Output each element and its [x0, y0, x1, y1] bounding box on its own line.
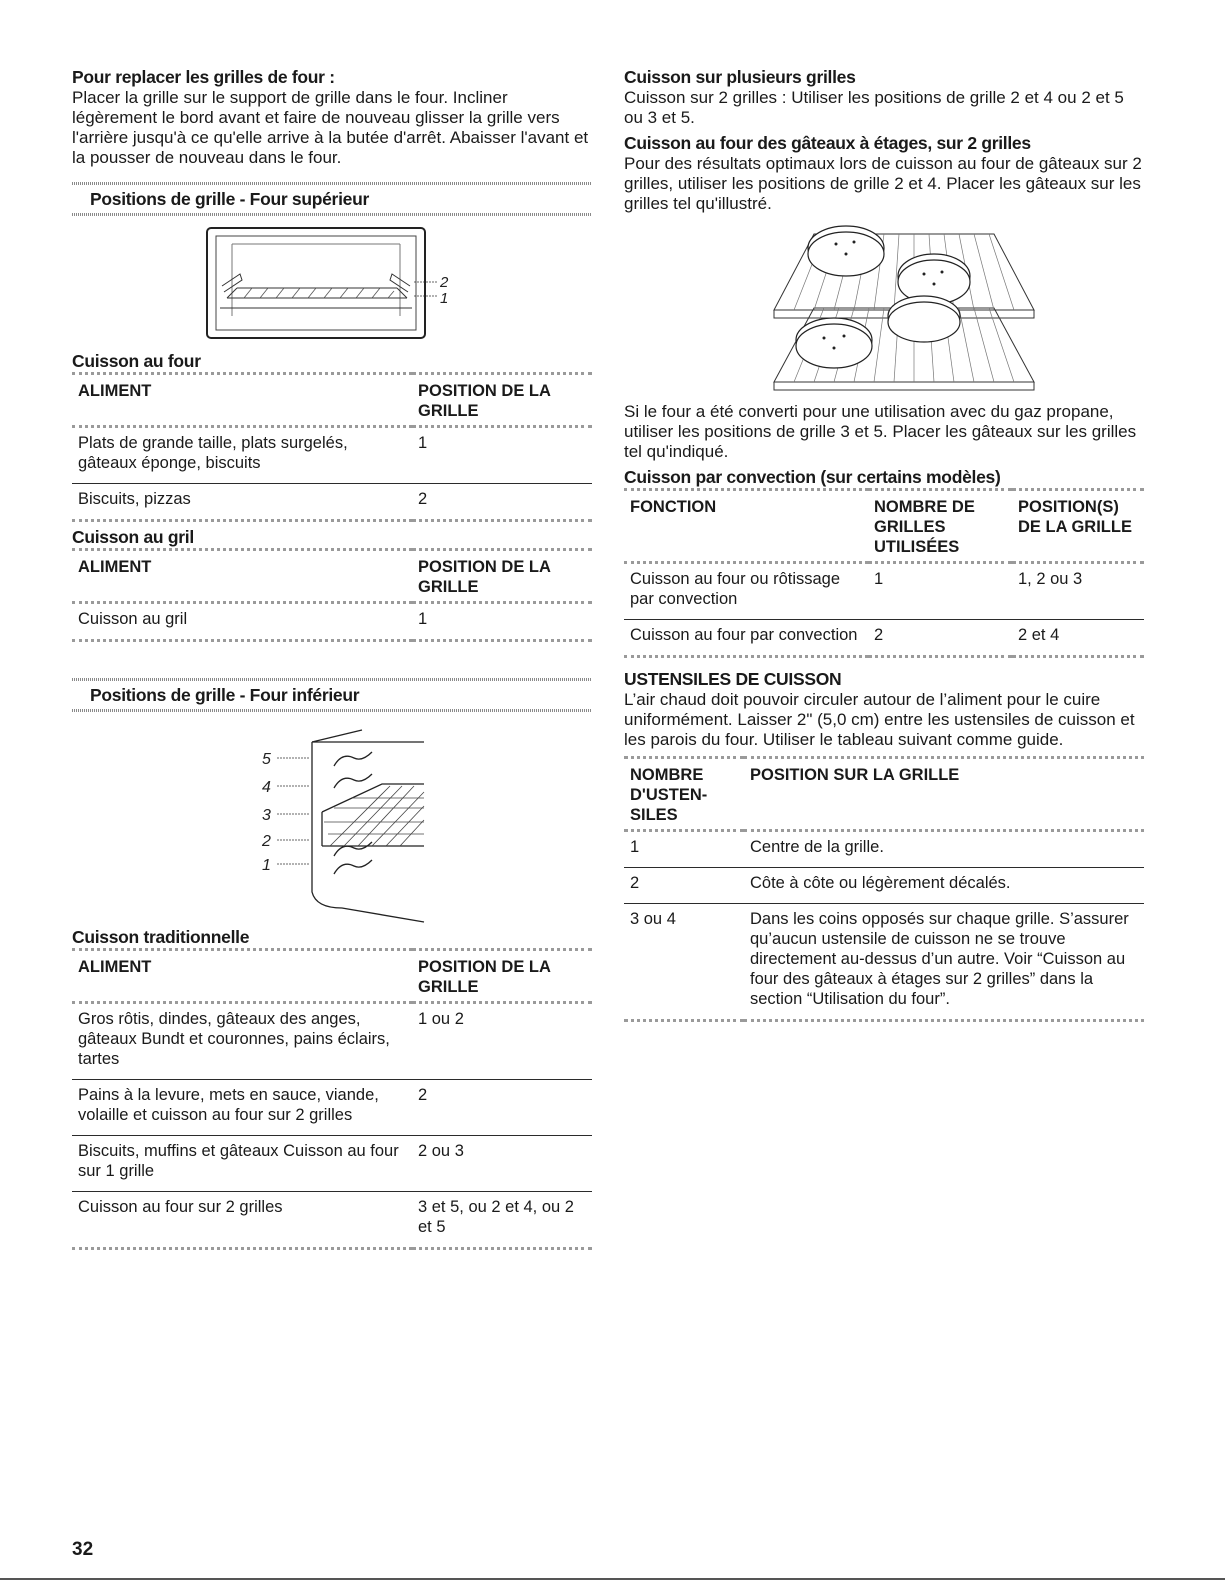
table-cell: Cuisson au four par convection: [624, 620, 868, 657]
table-header-row: [624, 758, 1144, 831]
utensils-heading: USTENSILES DE CUISSON: [624, 669, 842, 689]
right-column: [624, 66, 1144, 1022]
table-cell: Dans les coins opposés sur chaque grille. S’assurer qu’aucun ustensile de cuisson ne se trouve directement au-dessus d’un autre. Voir “Cuisson au four des gâteaux à étages sur 2 grilles” dans la section “Utilisation du four”.: [744, 904, 1144, 1021]
table-cell: 2 ou 3: [412, 1136, 592, 1192]
table-cell: Cuisson au four sur 2 grilles: [72, 1192, 412, 1249]
column-header: ALIMENT: [78, 558, 152, 576]
broil-heading: Cuisson au gril: [72, 527, 194, 547]
table-row: [72, 1080, 592, 1136]
multi-rack-heading: Cuisson sur plusieurs grilles: [624, 67, 856, 87]
table-row: [72, 1136, 592, 1192]
lower-rack-label-5: 5: [262, 751, 271, 768]
upper-oven-diagram: [72, 216, 592, 350]
convection-table: [624, 488, 1144, 658]
table-row: [624, 620, 1144, 657]
table-header-row: [72, 374, 592, 427]
lower-oven-diagram: [72, 712, 592, 926]
bake-table: [72, 372, 592, 522]
bake-heading: Cuisson au four: [72, 351, 201, 371]
table-row: [72, 603, 592, 641]
traditional-heading: Cuisson traditionnelle: [72, 927, 250, 947]
column-header: NOMBRE DE GRILLES UTILISÉES: [874, 498, 975, 556]
column-header: POSITION DE LA GRILLE: [418, 958, 551, 996]
lower-rack-label-1: 1: [262, 857, 271, 874]
lower-rack-label-3: 3: [262, 807, 271, 824]
table-row: [624, 904, 1144, 1021]
column-header: NOMBRE D'USTEN- SILES: [630, 766, 708, 824]
table-row: [624, 831, 1144, 868]
layer-cakes-diagram: [624, 214, 1144, 398]
column-header: ALIMENT: [78, 382, 152, 400]
column-header: POSITION DE LA GRILLE: [418, 558, 551, 596]
table-cell: 1: [418, 434, 428, 452]
lower-oven-title: Positions de grille - Four inférieur: [90, 685, 360, 705]
table-cell: Cuisson au gril: [78, 610, 188, 628]
table-cell: 1: [874, 570, 884, 588]
table-cell: 2: [412, 484, 592, 521]
bottom-rule: [0, 1578, 1225, 1580]
lower-rack-label-2: 2: [262, 833, 271, 850]
broil-table: [72, 548, 592, 642]
replace-racks-text: Placer la grille sur le support de grille dans le four. Incliner légèrement le bord avant et faire de nouveau glisser la grille vers l'arrière jusqu'à ce qu'elle arrive à la butée d'arrêt. Abaisser l'avant et la pousser de nouveau dans le four.: [72, 88, 589, 167]
table-cell: 1, 2 ou 3: [1018, 570, 1083, 588]
table-row: [72, 427, 592, 484]
table-cell: Cuisson au four ou rôtissage par convection: [630, 570, 841, 608]
table-row: [624, 563, 1144, 620]
convection-heading: Cuisson par convection (sur certains modèles): [624, 467, 1001, 487]
table-cell: Biscuits, muffins et gâteaux Cuisson au four sur 1 grille: [72, 1136, 412, 1192]
table-cell: Pains à la levure, mets en sauce, viande, volaille et cuisson au four sur 2 grilles: [72, 1080, 412, 1136]
table-cell: 2 et 4: [1012, 620, 1144, 657]
table-cell: 1: [418, 610, 428, 628]
table-cell: Biscuits, pizzas: [72, 484, 412, 521]
column-header: ALIMENT: [78, 958, 152, 976]
utensils-table: [624, 756, 1144, 1022]
table-cell: Gros rôtis, dindes, gâteaux des anges, gâteaux Bundt et couronnes, pains éclairs, tartes: [78, 1010, 390, 1068]
table-cell: 3 et 5, ou 2 et 4, ou 2 et 5: [412, 1192, 592, 1249]
table-cell: Plats de grande taille, plats surgelés, gâteaux éponge, biscuits: [78, 434, 348, 472]
utensils-text: L’air chaud doit pouvoir circuler autour de l’aliment pour le cuire uniformément. Laisser 2" (5,0 cm) entre les ustensiles de cuisson et les parois du four. Utiliser le tableau suivant comme guide.: [624, 690, 1135, 749]
table-cell: 2: [624, 868, 744, 904]
layer-cakes-heading: Cuisson au four des gâteaux à étages, sur 2 grilles: [624, 133, 1031, 153]
table-cell: 3 ou 4: [624, 904, 744, 1021]
upper-rack-label-2: 2: [440, 274, 449, 291]
table-cell: 2: [412, 1080, 592, 1136]
table-row: [624, 868, 1144, 904]
left-column: [72, 66, 592, 1250]
upper-oven-title: Positions de grille - Four supérieur: [90, 189, 369, 209]
page-number: 32: [72, 1539, 94, 1560]
traditional-table: [72, 948, 592, 1250]
replace-racks-heading: Pour replacer les grilles de four :: [72, 67, 335, 87]
table-cell: Côte à côte ou légèrement décalés.: [744, 868, 1144, 904]
column-header: FONCTION: [630, 498, 717, 516]
table-row: [72, 484, 592, 521]
table-header-row: [624, 490, 1144, 563]
table-cell: 2: [868, 620, 1012, 657]
column-header: POSITION DE LA GRILLE: [418, 382, 551, 420]
table-cell: 1: [630, 838, 640, 856]
table-row: [72, 1192, 592, 1249]
lower-rack-label-4: 4: [262, 779, 271, 796]
propane-text: Si le four a été converti pour une utilisation avec du gaz propane, utiliser les positions de grille 3 et 5. Placer les gâteaux sur les grilles tel qu'indiqué.: [624, 402, 1137, 461]
table-row: [72, 1003, 592, 1080]
column-header: POSITION(S) DE LA GRILLE: [1018, 498, 1132, 536]
multi-rack-text: Cuisson sur 2 grilles : Utiliser les positions de grille 2 et 4 ou 2 et 5 ou 3 et 5.: [624, 88, 1124, 127]
table-header-row: [72, 550, 592, 603]
upper-rack-label-1: 1: [440, 290, 449, 307]
table-header-row: [72, 950, 592, 1003]
layer-cakes-text: Pour des résultats optimaux lors de cuisson au four de gâteaux sur 2 grilles, utiliser les positions de grille 2 et 4. Placer les gâteaux sur les grilles tel qu'illustré.: [624, 154, 1142, 213]
column-header: POSITION SUR LA GRILLE: [750, 766, 960, 784]
table-cell: Centre de la grille.: [750, 838, 884, 856]
table-cell: 1 ou 2: [418, 1010, 464, 1028]
